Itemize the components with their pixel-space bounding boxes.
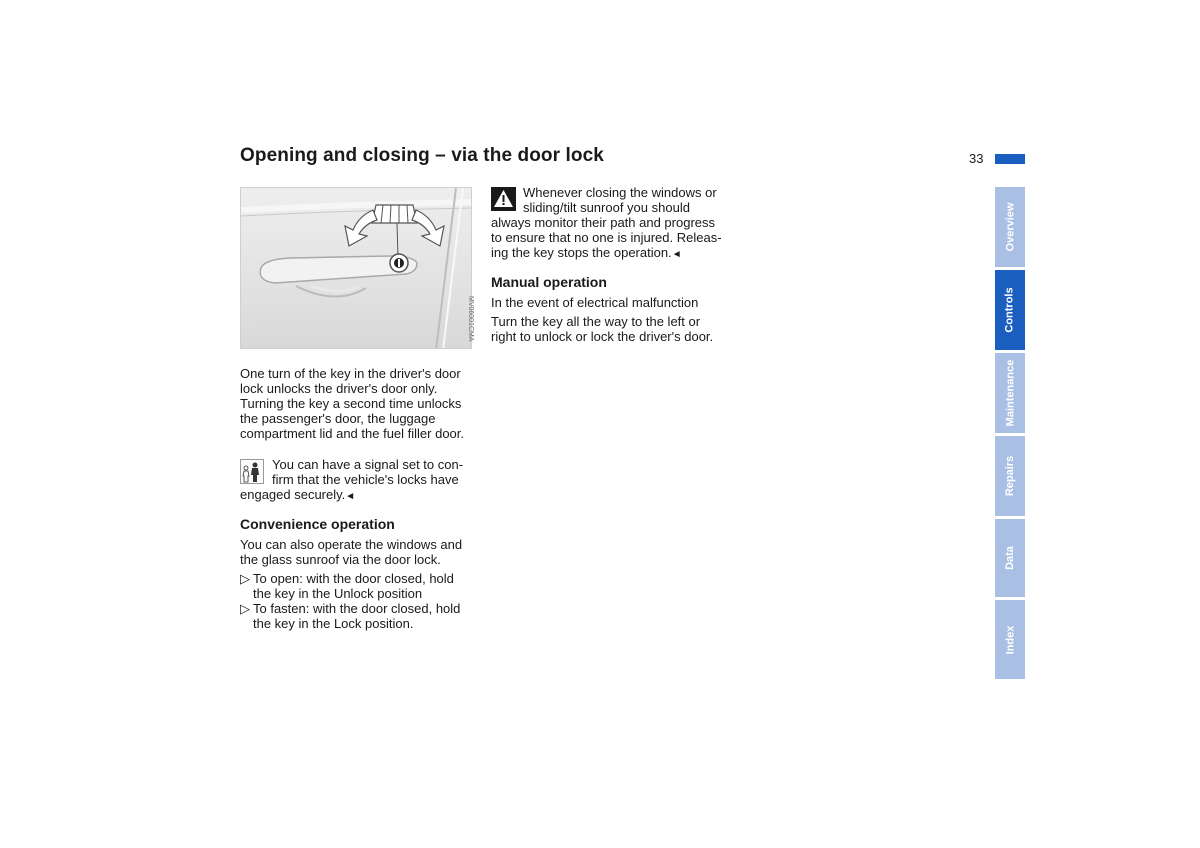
bullet-triangle-icon: ▷ bbox=[240, 571, 250, 586]
bullet-line: To open: with the door closed, hold bbox=[253, 571, 454, 586]
tab-label: Controls bbox=[1004, 287, 1017, 333]
page-number-bar bbox=[995, 154, 1025, 164]
bullet-triangle-icon: ▷ bbox=[240, 601, 250, 616]
figure-code: MV06001CMA bbox=[467, 296, 474, 342]
manual-line: Turn the key all the way to the left or bbox=[491, 314, 701, 329]
manual-line: right to unlock or lock the driver's door. bbox=[491, 329, 714, 344]
list-item bbox=[240, 571, 485, 601]
convenience-line: You can also operate the windows and bbox=[240, 537, 463, 552]
warning-line: ing the key stops the operation. bbox=[491, 245, 672, 260]
warning-icon bbox=[491, 187, 516, 211]
intro-line: Turning the key a second time unlocks bbox=[240, 396, 462, 411]
bullet-line: the key in the Lock position. bbox=[253, 616, 414, 631]
note-line: engaged securely. bbox=[240, 487, 346, 502]
note-paragraph-bottom bbox=[240, 487, 485, 504]
tab-data[interactable] bbox=[995, 519, 1025, 597]
people-note-icon bbox=[240, 459, 264, 484]
intro-line: compartment lid and the fuel filler door. bbox=[240, 426, 465, 441]
manual-paragraph bbox=[491, 314, 741, 344]
convenience-paragraph bbox=[240, 537, 485, 567]
warning-paragraph-top bbox=[523, 185, 738, 215]
intro-paragraph bbox=[240, 366, 485, 441]
warning-line: sliding/tilt sunroof you should bbox=[523, 200, 690, 215]
list-item bbox=[240, 601, 485, 631]
end-mark-icon: ◄ bbox=[345, 491, 356, 502]
warning-line: always monitor their path and progress bbox=[491, 215, 716, 230]
note-line: firm that the vehicle's locks have bbox=[272, 472, 459, 487]
page-title: Opening and closing – via the door lock bbox=[240, 145, 604, 166]
intro-line: lock unlocks the driver's door only. bbox=[240, 381, 438, 396]
end-mark-icon: ◄ bbox=[671, 249, 682, 260]
bullet-line: the key in the Unlock position bbox=[253, 586, 423, 601]
convenience-line: the glass sunroof via the door lock. bbox=[240, 552, 441, 567]
intro-line: One turn of the key in the driver's door bbox=[240, 366, 461, 381]
tab-label: Repairs bbox=[1004, 455, 1017, 497]
note-line: You can have a signal set to con- bbox=[272, 457, 464, 472]
tab-overview[interactable] bbox=[995, 187, 1025, 267]
door-lock-illustration bbox=[240, 187, 472, 349]
key-turn-arrows bbox=[345, 205, 444, 258]
tab-controls[interactable] bbox=[995, 270, 1025, 350]
convenience-bullets bbox=[240, 571, 485, 631]
manual-heading: Manual operation bbox=[491, 274, 607, 290]
page-number: 33 bbox=[969, 151, 984, 166]
tab-maintenance[interactable] bbox=[995, 353, 1025, 433]
manual-line1: In the event of electrical malfunction bbox=[491, 295, 699, 310]
tab-label: Data bbox=[1004, 546, 1016, 570]
door-handle-image bbox=[241, 188, 472, 349]
warning-line: to ensure that no one is injured. Releas- bbox=[491, 230, 722, 245]
tab-label: Index bbox=[1003, 625, 1016, 654]
note-paragraph-top bbox=[272, 457, 487, 487]
tab-repairs[interactable] bbox=[995, 436, 1025, 516]
tab-label: Maintenance bbox=[1004, 359, 1017, 427]
tab-index[interactable] bbox=[995, 600, 1025, 679]
tab-label: Overview bbox=[1004, 202, 1017, 252]
lock-cylinder bbox=[390, 254, 408, 272]
bullet-line: To fasten: with the door closed, hold bbox=[253, 601, 461, 616]
intro-line: the passenger's door, the luggage bbox=[240, 411, 436, 426]
convenience-heading: Convenience operation bbox=[240, 516, 395, 532]
warning-paragraph-bottom bbox=[491, 215, 741, 262]
warning-line: Whenever closing the windows or bbox=[523, 185, 717, 200]
